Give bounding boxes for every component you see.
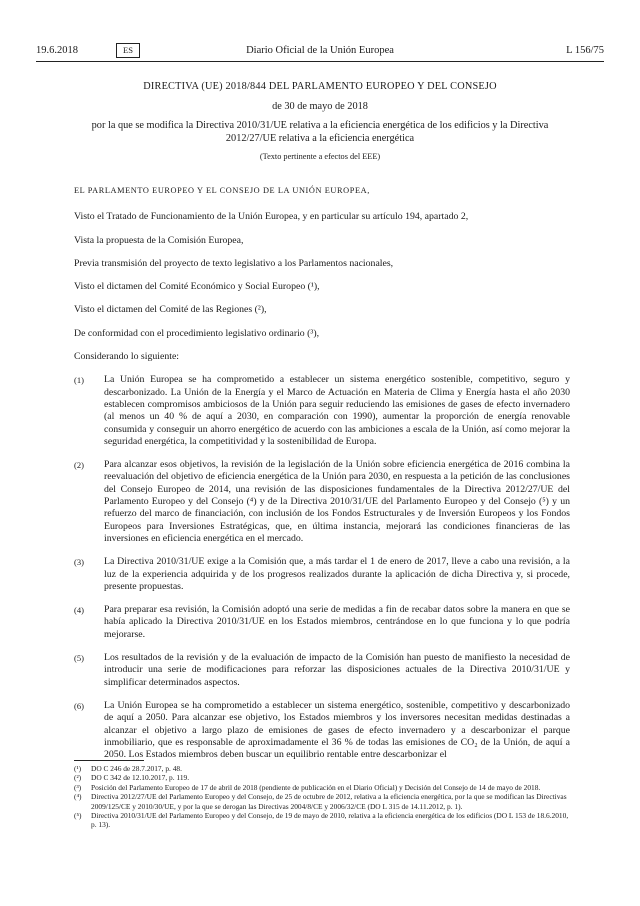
recital-number: (5): [74, 653, 84, 664]
recital-number: (6): [74, 700, 84, 711]
preamble-citation: Vista la propuesta de la Comisión Europea,: [74, 234, 244, 246]
publication-date: 19.6.2018: [36, 45, 78, 56]
directive-title: DIRECTIVA (UE) 2018/844 DEL PARLAMENTO EUROPEO Y DEL CONSEJO: [143, 81, 497, 92]
journal-title: Diario Oficial de la Unión Europea: [246, 45, 394, 56]
recital: [74, 700, 570, 761]
language-badge: ES: [116, 43, 140, 58]
preamble-citation: De conformidad con el procedimiento legislativo ordinario (³),: [74, 327, 320, 339]
footnote-marker: (⁵): [74, 811, 82, 821]
footnote-text: DO C 246 de 28.7.2017, p. 48.: [91, 764, 182, 773]
recital-text: La Unión Europea se ha comprometido a establecer un sistema energético, sostenible, competitivo y descarbonizado de aquí a 2050. Para alcanzar ese objetivo, los Estados miembros y los inversores necesitan medidas destinadas a alcanzar el objetivo a largo plazo de emisiones de gases de efecto invernadero y a descarbonizar el parque inmobiliario, que es responsable de aproximadamente el 36 % de todas las emisiones de CO₂ de la Unión, de aquí a 2050. Los Estados miembros deben buscar un equilibrio rentable entre descarbonizar el: [104, 699, 570, 761]
recital-number: (4): [74, 605, 84, 616]
considering-intro: Considerando lo siguiente:: [74, 351, 180, 363]
page-number: L 156/75: [566, 45, 604, 56]
footnote: [74, 811, 570, 830]
preamble-citation: Visto el dictamen del Comité de las Regiones (²),: [74, 304, 267, 316]
eea-relevance: (Texto pertinente a efectos del EEE): [259, 152, 381, 161]
header-divider: [36, 61, 604, 62]
recital: [74, 652, 570, 689]
footnote-marker: (¹): [74, 764, 82, 773]
footnote: [74, 773, 570, 782]
recital-text: Los resultados de la revisión y de la evaluación de impacto de la Comisión han puesto de manifiesto la necesidad de introducir una serie de modificaciones para reforzar las disposiciones actuales de la Directiva 2010/31/UE y simplificar determinados aspectos.: [104, 652, 570, 688]
recital-text: Para alcanzar esos objetivos, la revisión de la legislación de la Unión sobre eficiencia energética de 2016 combina la reevaluación del objetivo de eficiencia energética de la Unión para 2030, en respuesta a la petición de las conclusiones del Consejo Europeo de 2014, una revisión de las disposiciones fundamentales de la Directiva 2012/27/UE del Parlamento Europeo y del Consejo (⁴) y de la Directiva 2010/31/UE del Parlamento Europeo y del Consejo (⁵) y un refuerzo del marco de financiación, con inclusión de los Fondos Estructurales y de Inversión Europeos y los Fondos Europeos para Inversiones Estratégicas, que, en última instancia, mejorará las condiciones financieras de las inversiones en eficiencia energética en el mercado.: [104, 459, 570, 544]
directive-subject: por la que se modifica la Directiva 2010/31/UE relativa a la eficiencia energética de los edificios y la Directiva 2012/27/UE relativa a la eficiencia energética: [91, 120, 549, 144]
footnote-marker: (⁴): [74, 792, 82, 802]
footnote-text: Directiva 2010/31/UE del Parlamento Europeo y del Consejo, de 19 de mayo de 2010, relativa a la eficiencia energética de los edificios (DO L 153 de 18.6.2010, p. 13).: [91, 811, 569, 830]
footnote-marker: (³): [74, 782, 82, 792]
recital-text: La Unión Europea se ha comprometido a establecer un sistema energético sostenible, competitivo, seguro y descarbonizado. La Unión de la Energía y el Marco de Actuación en Materia de Clima y Energía hasta el año 2030 establecen compromisos ambiciosos de la Unión para seguir reduciendo las emisiones de gases de efecto invernadero (al menos un 40 % de aquí a 2030, en comparación con 1990), aumentar la proporción de energía renovable consumida y conseguir un ahorro energético de acuerdo con las ambiciones a escala de la Unión, así como mejorar la seguridad energética, la competitividad y la sostenibilidad de Europa.: [104, 374, 570, 447]
recital-number: (3): [74, 557, 84, 568]
preamble-citation: Visto el Tratado de Funcionamiento de la Unión Europea, y en particular su artículo 194, apartado 2,: [74, 211, 469, 223]
footnote-marker: (²): [74, 773, 82, 783]
recital: [74, 556, 570, 593]
directive-date: de 30 de mayo de 2018: [272, 101, 368, 112]
footnote: [74, 783, 570, 792]
footnote-text: Posición del Parlamento Europeo de 17 de abril de 2018 (pendiente de publicación en el Diario Oficial) y Decisión del Consejo de 14 de mayo de 2018.: [91, 782, 541, 792]
recital: [74, 459, 570, 545]
footnote: [74, 792, 570, 811]
recital-number: (2): [74, 460, 84, 471]
footnote-divider: [74, 760, 144, 761]
recital-text: La Directiva 2010/31/UE exige a la Comisión que, a más tardar el 1 de enero de 2017, lleve a cabo una revisión, a la luz de la experiencia adquirida y de los progresos realizados durante la aplicación de dicha Directiva y, si procede, presente propuestas.: [104, 556, 570, 592]
recital-number: (1): [74, 375, 84, 386]
document-title-block: [70, 80, 570, 163]
footnotes: [74, 764, 570, 830]
page-header: [36, 45, 604, 59]
recital: [74, 374, 570, 448]
footnote-text: DO C 342 de 12.10.2017, p. 119.: [91, 773, 190, 783]
recital-text: Para preparar esa revisión, la Comisión adoptó una serie de medidas a fin de recabar datos sobre la manera en que se había aplicado la Directiva 2010/31/UE en los Estados miembros, centrándose en lo que funciona y lo que podría mejorarse.: [104, 604, 570, 640]
preamble-citation: Visto el dictamen del Comité Económico y Social Europeo (¹),: [74, 281, 320, 293]
preamble-citation: Previa transmisión del proyecto de texto legislativo a los Parlamentos nacionales,: [74, 257, 394, 269]
footnote: [74, 764, 570, 773]
document-body: [74, 185, 570, 772]
institutions-heading: EL PARLAMENTO EUROPEO Y EL CONSEJO DE LA UNIÓN EUROPEA,: [74, 186, 370, 195]
recital: [74, 604, 570, 641]
footnote-text: Directiva 2012/27/UE del Parlamento Europeo y del Consejo, de 25 de octubre de 2012, relativa a la eficiencia energética, por la que se modifican las Directivas 2009/125/CE y 2010/30/UE, y por la que se derogan las Directivas 2004/8/CE y 2006/32/CE (DO L 315 de 14.11.2012, p. 1).: [91, 792, 567, 811]
